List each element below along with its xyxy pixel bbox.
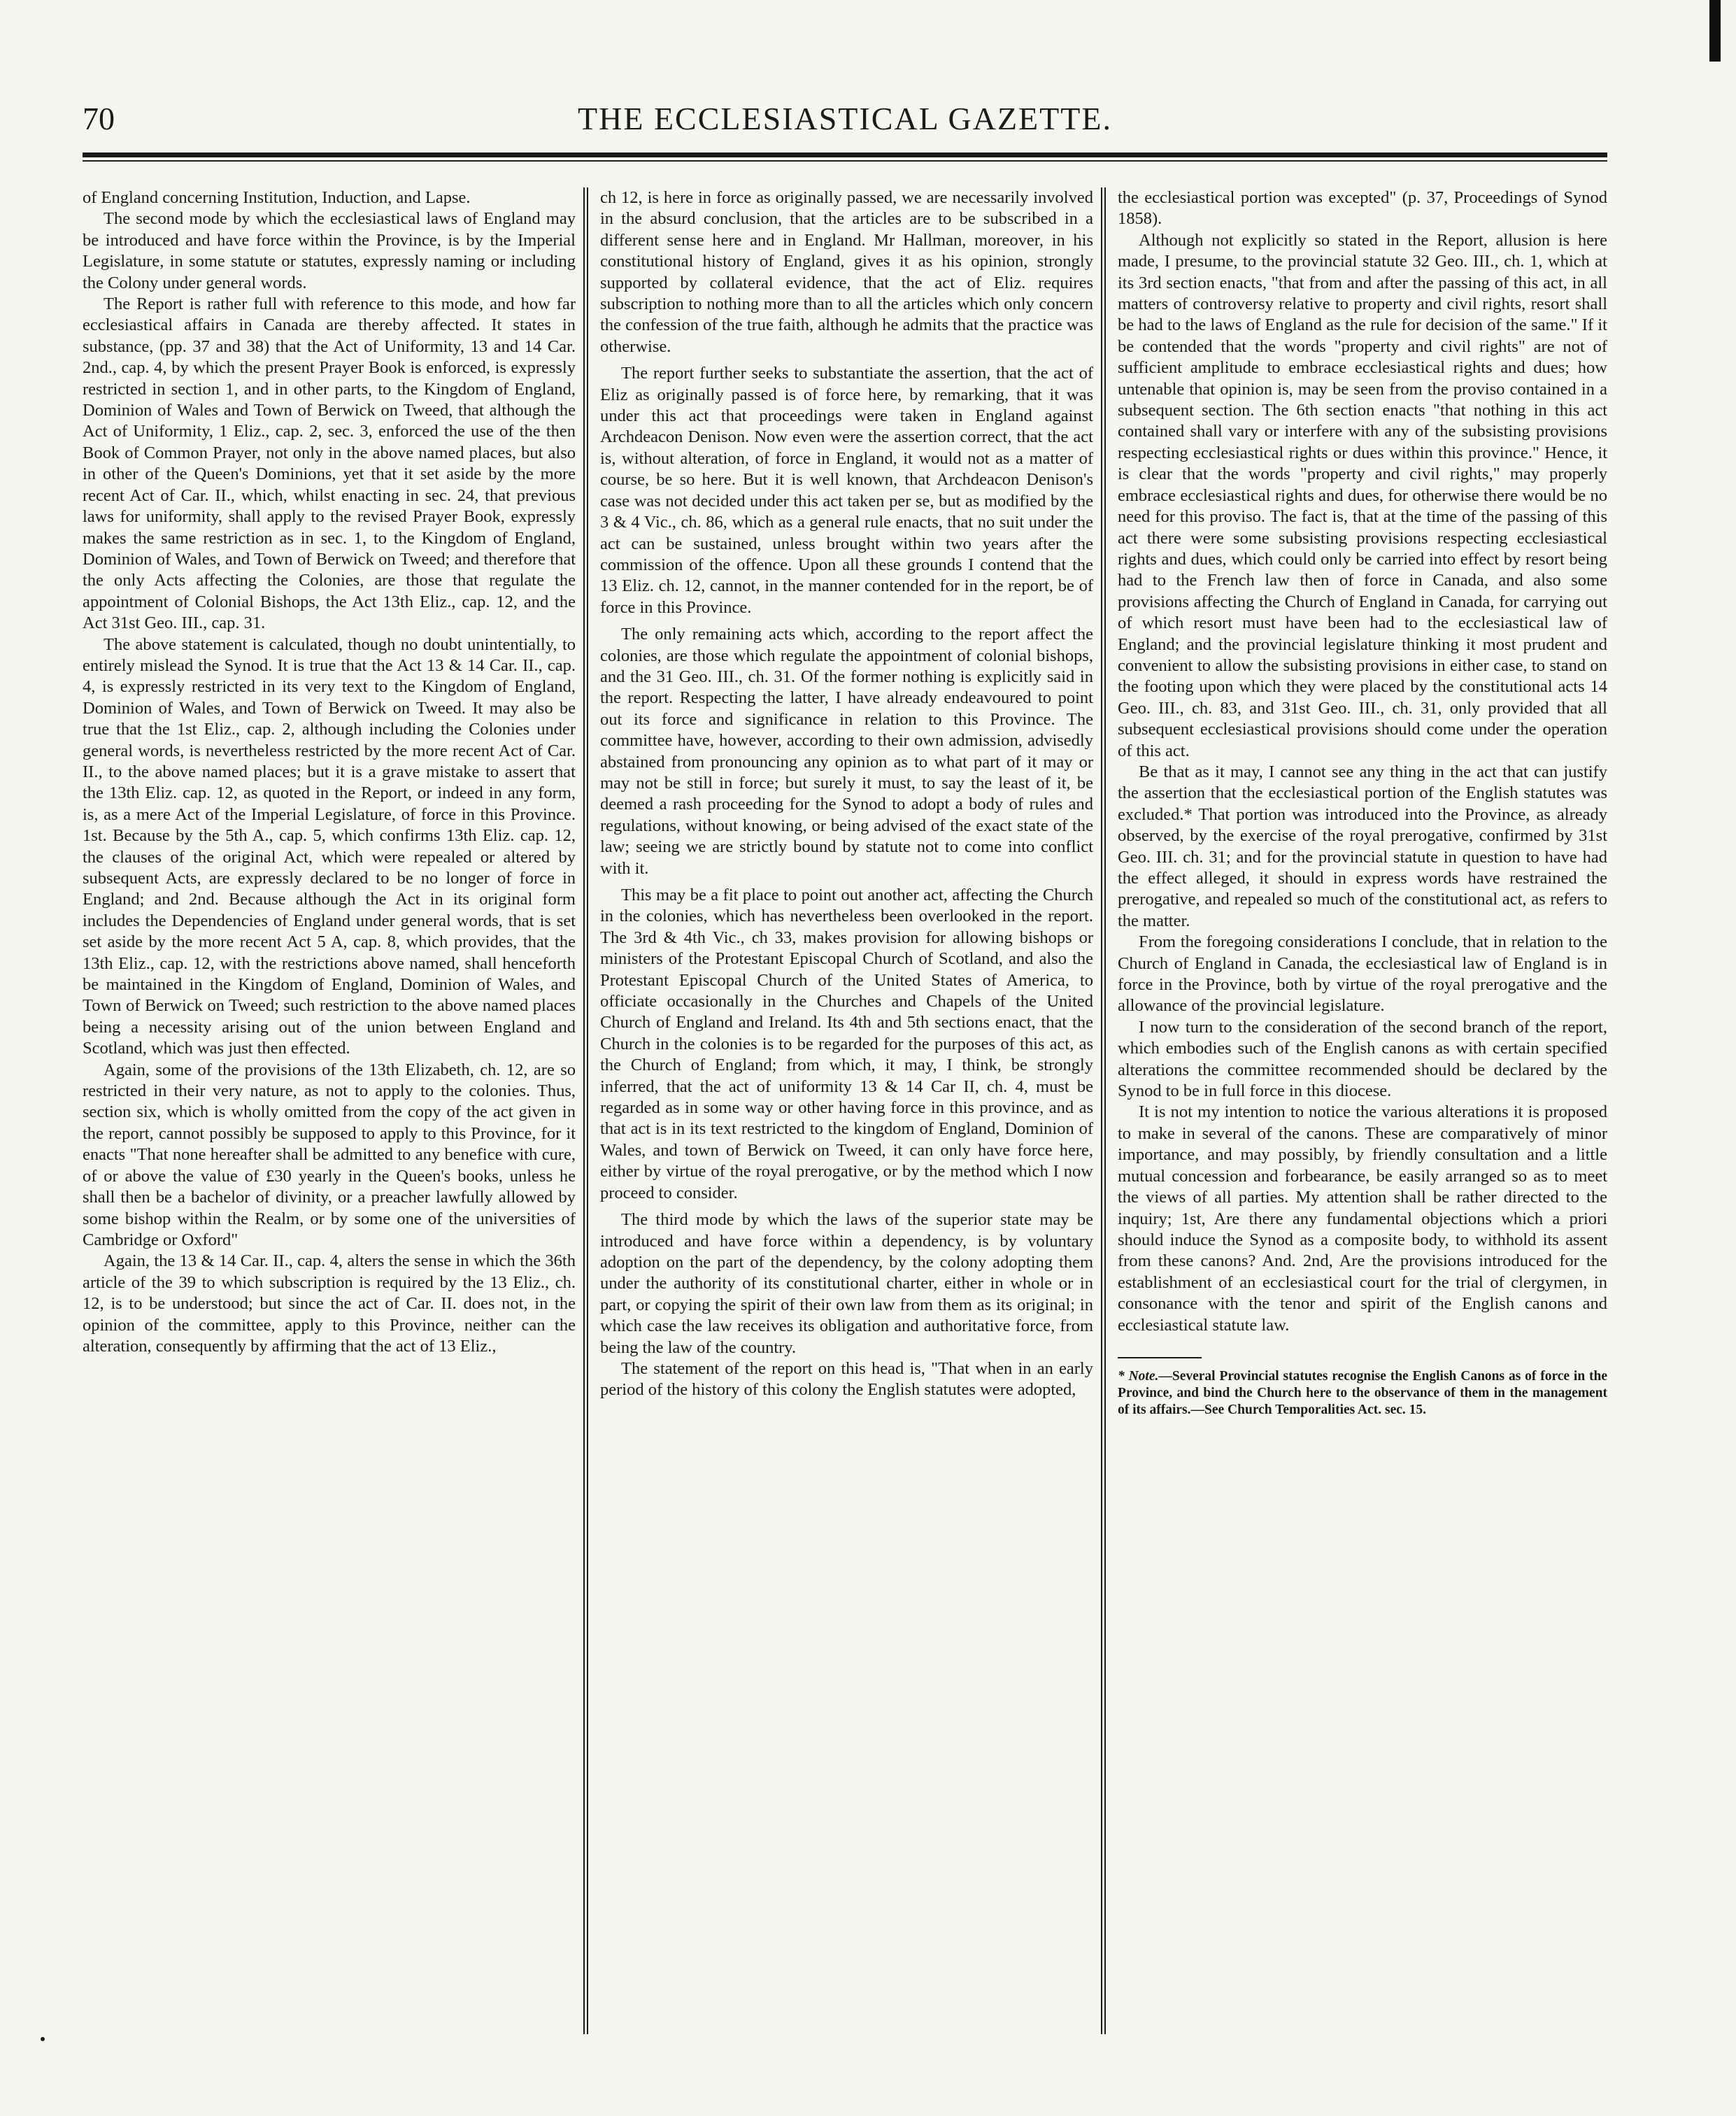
paragraph: Be that as it may, I cannot see any thing in the act that can justify the assertion that the ecclesiastical portion of the English statutes was excluded.* That portion was introduced into the Province, as already observed, by the exercise of the royal prerogative, confirmed by 31st Geo. III. ch. 31; and for the provincial statute in question to have had the effect alleged, it should in express words have restrained the prerogative, and repealed so much of the constitutional act, as refers to the matter.	[1118, 762, 1607, 930]
column-3	[1118, 187, 1607, 2034]
paragraph: The Report is rather full with reference to this mode, and how far ecclesiastical affairs in Canada are thereby affected. It states in substance, (pp. 37 and 38) that the Act of Uniformity, 13 and 14 Car. 2nd., cap. 4, by which the present Prayer Book is enforced, is expressly restricted in section 1, and in other parts, to the Kingdom of England, Dominion of Wales and Town of Berwick on Tweed, that although the Act of Uniformity, 1 Eliz., cap. 2, sec. 3, enforced the use of the then Book of Common Prayer, not only in the above named places, but also in other of the Queen's Dominions, yet that it set aside by the more recent Act of Car. II., which, whilst enacting in sec. 24, that previous laws for uniformity, shall apply to the revised Prayer Book, expressly makes the same restriction as in sec. 1, to the Kingdom of England, Dominion of Wales, and Town of Berwick on Tweed; and therefore that the only Acts affecting the Colonies, are those that regulate the appointment of Colonial Bishops, the Act 13th Eliz., cap. 12, and the Act 31st Geo. III., cap. 31.	[83, 294, 576, 633]
page-edge-bar	[1709, 0, 1721, 62]
column-1	[83, 187, 576, 2034]
column-2	[600, 187, 1093, 2034]
paragraph: Although not explicitly so stated in the Report, allusion is here made, I presume, to the provincial statute 32 Geo. III., ch. 1, which at its 3rd section enacts, "that from and after the passing of this act, in all matters of controversy relative to property and civil rights, resort shall be had to the laws of England as the rule for decision of the same." If it be contended that the words "property and civil rights" are not of sufficient amplitude to embrace ecclesiastical rights and dues; how untenable that opinion is, may be seen from the proviso contained in a subsequent section. The 6th section enacts "that nothing in this act contained shall vary or interfere with any of the subsisting provisions respecting ecclesiastical rights or dues within this province." Hence, it is clear that the words "property and civil rights," may properly embrace ecclesiastical rights and dues, for otherwise there would be no need for this proviso. The fact is, that at the time of the passing of this act there were some subsisting provisions respecting ecclesiastical rights and dues, which could only be carried into effect by resort being had to the French law then of force in Canada, and also some provisions affecting the Church of England in Canada, for carrying out of which resort must have been had to the ecclesiastical law of England; and the provincial legislature thinking it most prudent and convenient to allow the subsisting provisions in either case, to stand on the footing upon which they were placed by the constitutional acts 14 Geo. III., ch. 83, and 31st Geo. III., ch. 31, only provided that all subsequent ecclesiastical provisions should come under the operation of this act.	[1118, 230, 1607, 760]
paragraph: From the foregoing considerations I conclude, that in relation to the Church of England in Canada, the ecclesiastical law of England is in force in the Province, both by virtue of the royal prerogative and the allowance of the provincial legislature.	[1118, 932, 1607, 1016]
paragraph: Again, some of the provisions of the 13th Elizabeth, ch. 12, are so restricted in their very nature, as not to apply to the colonies. Thus, section six, which is wholly omitted from the copy of the act given in the report, cannot possibly be supposed to apply to this Province, for it enacts "That none hereafter shall be admitted to any benefice with cure, of or above the value of £30 yearly in the Queen's books, unless he shall then be a bachelor of divinity, or a preacher lawfully allowed by some bishop within the Realm, or by some one of the universities of Cambridge or Oxford"	[83, 1060, 576, 1249]
paragraph: The report further seeks to substantiate the assertion, that the act of Eliz as originally passed is of force here, by remarking, that it was under this act that proceedings were taken in England against Archdeacon Denison. Now even were the assertion correct, that the act is, without alteration, of force in England, it would not as a matter of course, be so here. But it is well known, that Archdeacon Denison's case was not decided under this act taken per se, but as modified by the 3 & 4 Vic., ch. 86, which as a general rule enacts, that no suit under the act can be sustained, unless brought within two years after the commission of the offence. Upon all these grounds I contend that the 13 Eliz. ch. 12, cannot, in the manner contended for in the report, be of force in this Province.	[600, 364, 1093, 617]
column-divider	[1101, 187, 1103, 2034]
paragraph: Again, the 13 & 14 Car. II., cap. 4, alters the sense in which the 36th article of the 39 to which subscription is required by the 13 Eliz., ch. 12, is to be understood; but since the act of Car. II. does not, in the opinion of the committee, apply to this Province, neither can the alteration, consequently by affirming that the act of 13 Eliz.,	[83, 1251, 576, 1356]
margin-mark	[41, 2037, 45, 2041]
footnote-text: —Several Provincial statutes recognise the English Canons as of force in the Province, and bind the Church here to the observance of them in the management of its affairs.—See Church Temporalities Act. sec. 15.	[1118, 1368, 1607, 1417]
paragraph: It is not my intention to notice the various alterations it is proposed to make in several of the canons. These are comparatively of minor importance, and may possibly, by friendly consultation and a little mutual concession and forbearance, be easily arranged so as to meet the views of all parties. My attention shall be rather directed to the inquiry; 1st, Are there any fundamental objections which a priori should induce the Synod as a composite body, to withhold its assent from these canons? And. 2nd, Are the provisions introduced for the establishment of an ecclesiastical court for the trial of clergymen, in consonance with the tenor and spirit of the English canons and ecclesiastical statute law.	[1118, 1102, 1607, 1335]
running-title: THE ECCLESIASTICAL GAZETTE.	[578, 101, 1112, 136]
paragraph: The only remaining acts which, according to the report affect the colonies, are those which regulate the appointment of colonial bishops, and the 31 Geo. III., ch. 31. Of the former nothing is explicitly said in the report. Respecting the latter, I have already endeavoured to point out its force and significance in relation to this Province. The committee have, however, according to their own admission, advisedly abstained from pronouncing any opinion as to what part of it may or may not be still in force; but surely it must, to say the least of it, be deemed a rash proceeding for the Synod to adopt a body of rules and regulations, without knowing, or being advised of the exact state of the law; seeing we are strictly bound by statute not to come into conflict with it.	[600, 625, 1093, 878]
footnote-rule	[1118, 1357, 1202, 1358]
paragraph: ch 12, is here in force as originally passed, we are necessarily involved in the absurd conclusion, that the articles are to be subscribed in a different sense here and in England. Mr Hallman, moreover, in his constitutional history of England, gives it as his opinion, strongly supported by collateral evidence, that the act of Eliz. requires subscription to nothing more than to all the articles which only concern the confession of the true faith, although he admits that the practice was otherwise.	[600, 188, 1093, 356]
footnote-lead: * Note.	[1118, 1368, 1159, 1384]
page-header	[83, 98, 1607, 147]
article-body	[83, 187, 1607, 2034]
page-number: 70	[83, 101, 115, 136]
paragraph: This may be a fit place to point out another act, affecting the Church in the colonies, which has nevertheless been overlooked in the report. The 3rd & 4th Vic., ch 33, makes provision for allowing bishops or ministers of the Protestant Episcopal Church of Scotland, and also the Protestant Episcopal Church of the United States of America, to officiate occasionally in the Churches and Chapels of the United Church of England and Ireland. Its 4th and 5th sections enact, that the Church in the colonies is to be regarded for the purposes of this act, as the Church of England; from which, it may, I think, be strongly inferred, that the act of uniformity 13 & 14 Car II, ch. 4, must be regarded as in some way or other having force in this province, and as that act is in its text restricted to the kingdom of England, Dominion of Wales, and town of Berwick on Tweed, it can only have force here, either by virtue of the royal prerogative, or by the method which I now proceed to consider.	[600, 886, 1093, 1202]
paragraph: of England concerning Institution, Induction, and Lapse.	[83, 188, 471, 207]
paragraph: The second mode by which the ecclesiastical laws of England may be introduced and have force within the Province, is by the Imperial Legislature, in some statute or statutes, expressly naming or including the Colony under general words.	[83, 209, 576, 292]
column-divider	[583, 187, 585, 2034]
paragraph: The above statement is calculated, though no doubt unintentially, to entirely mislead the Synod. It is true that the Act 13 & 14 Car. II., cap. 4, is expressly restricted in its very text to the Kingdom of England, Dominion of Wales, and Town of Berwick on Tweed. It may also be true that the 1st Eliz., cap. 2, although including the Colonies under general words, is nevertheless restricted by the more recent Act of Car. II., to the above named places; but it is a grave mistake to assert that the 13th Eliz. cap. 12, as quoted in the Report, or indeed in any form, is, as a mere Act of the Imperial Legislature, of force in this Province. 1st. Because by the 5th A., cap. 5, which confirms 13th Eliz. cap. 12, the clauses of the original Act, which were repealed or altered by subsequent Acts, are expressly declared to be no longer of force in England; and 2nd. Because although the Act in its original form includes the Dependencies of England under general words, that is set set aside by the more recent Act 5 A, cap. 8, which provides, that the 13th Eliz., cap. 12, with the restrictions above named, shall henceforth be maintained in the Kingdom of England, Dominion of Wales, and Town of Berwick on Tweed; such restriction to the above named places being a necessity arising out of the union between England and Scotland, which was just then effected.	[83, 634, 576, 1058]
paragraph: I now turn to the consideration of the second branch of the report, which embodies such of the English canons as with certain specified alterations the committee recommended should be declared by the Synod to be in full force in this diocese.	[1118, 1017, 1607, 1101]
paragraph: the ecclesiastical portion was excepted" (p. 37, Proceedings of Synod 1858).	[1118, 188, 1607, 229]
paragraph: The third mode by which the laws of the superior state may be introduced and have force within a dependency, is by voluntary adoption on the part of the dependency, by the colony adopting them under the authority of its constitutional charter, either in whole or in part, or copying the spirit of their own law from them as its original; in which case the law receives its obligation and authoritative force, from being the law of the country.	[600, 1210, 1093, 1357]
paragraph: The statement of the report on this head is, "That when in an early period of the history of this colony the English statutes were adopted,	[600, 1358, 1093, 1400]
footnote	[1118, 1368, 1607, 1419]
header-rule	[83, 152, 1607, 162]
